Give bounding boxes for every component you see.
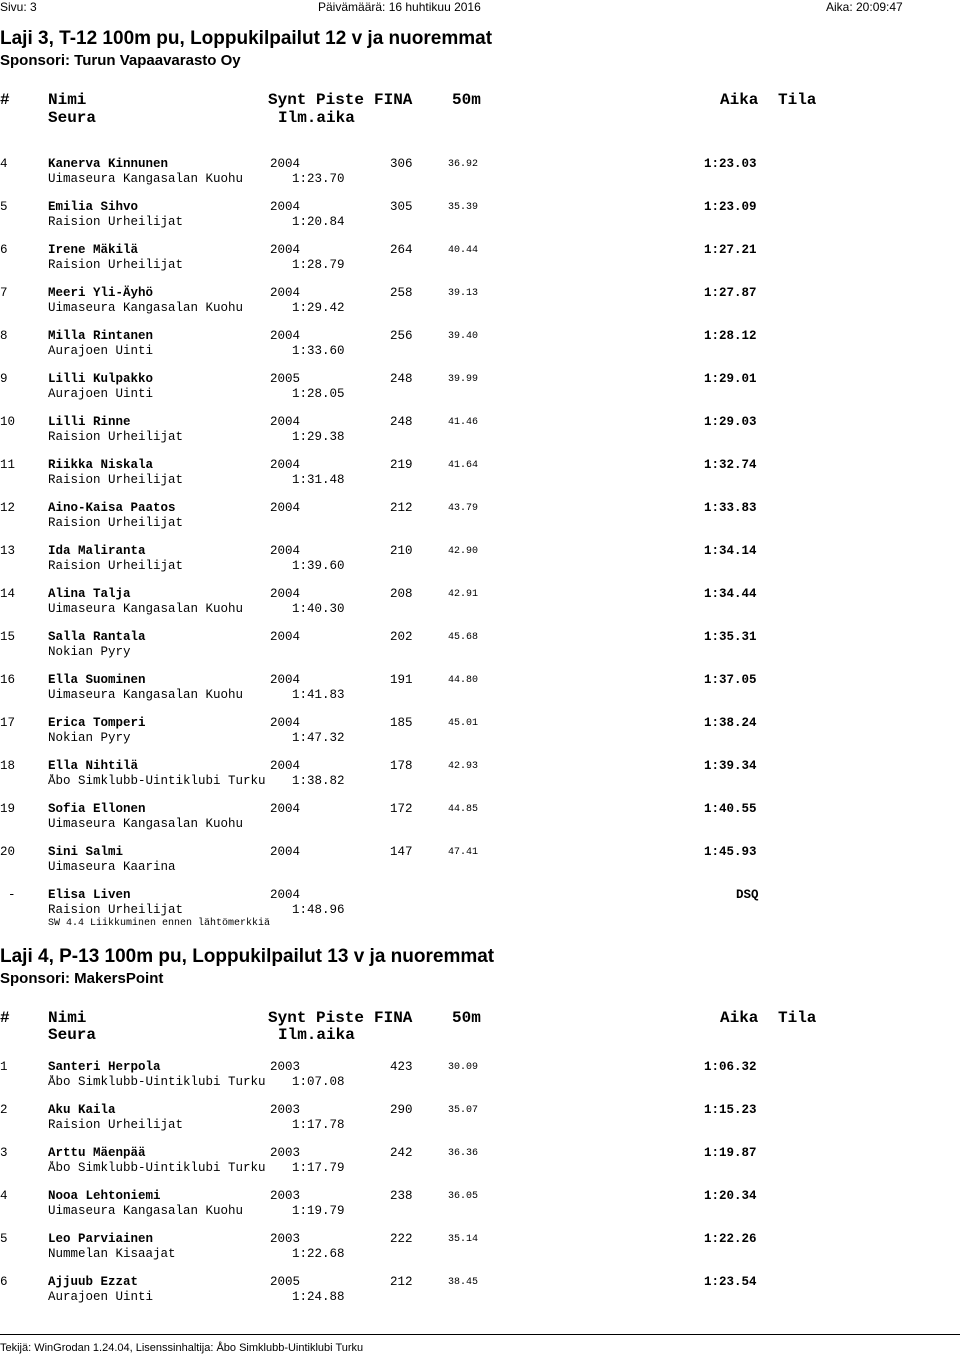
result-year: 2004	[270, 630, 301, 644]
result-rank: 10	[0, 415, 16, 429]
col-split: 50m	[452, 91, 481, 109]
result-split: 45.01	[448, 718, 479, 729]
result-entry: 1:20.84	[292, 215, 345, 229]
result-club: Uimaseura Kangasalan Kuohu	[48, 817, 244, 831]
result-points: 210	[390, 544, 413, 558]
result-split: 39.13	[448, 288, 479, 299]
result-entry: 1:19.79	[292, 1204, 345, 1218]
result-split: 36.92	[448, 159, 479, 170]
result-club: Uimaseura Kangasalan Kuohu	[48, 1204, 244, 1218]
result-name: Leo Parviainen	[48, 1232, 154, 1246]
col-time: Aika	[720, 1009, 759, 1027]
result-rank: 5	[0, 200, 8, 214]
result-name: Milla Rintanen	[48, 329, 154, 343]
result-club: Uimaseura Kaarina	[48, 860, 176, 874]
result-points: 212	[390, 501, 413, 515]
result-club: Uimaseura Kangasalan Kuohu	[48, 688, 244, 702]
result-club: Nummelan Kisaajat	[48, 1247, 176, 1261]
col-split: 50m	[452, 1009, 481, 1027]
result-entry: 1:28.79	[292, 258, 345, 272]
col-points: Piste	[316, 91, 365, 109]
result-entry: 1:28.05	[292, 387, 345, 401]
result-points: 172	[390, 802, 413, 816]
result-name: Sofia Ellonen	[48, 802, 146, 816]
result-rank: 20	[0, 845, 16, 859]
result-split: 42.93	[448, 761, 479, 772]
col-year: Synt	[268, 1009, 307, 1027]
result-points: 222	[390, 1232, 413, 1246]
result-points: 191	[390, 673, 413, 687]
result-name: Ajjuub Ezzat	[48, 1275, 139, 1289]
result-year: 2004	[270, 415, 301, 429]
result-rank: 7	[0, 286, 8, 300]
result-rank: 6	[0, 1275, 8, 1289]
result-time: 1:15.23	[704, 1103, 757, 1117]
result-points: 219	[390, 458, 413, 472]
result-name: Alina Talja	[48, 587, 131, 601]
result-split: 35.39	[448, 202, 479, 213]
result-entry: 1:40.30	[292, 602, 345, 616]
col-club: Seura	[48, 109, 97, 127]
result-rank: 11	[0, 458, 16, 472]
report-date: Päivämäärä: 16 huhtikuu 2016	[318, 0, 481, 14]
result-rank: -	[8, 888, 16, 902]
result-split: 36.36	[448, 1148, 479, 1159]
result-name: Irene Mäkilä	[48, 243, 139, 257]
result-points: 185	[390, 716, 413, 730]
result-split: 35.07	[448, 1105, 479, 1116]
result-points: 202	[390, 630, 413, 644]
result-rank: 18	[0, 759, 16, 773]
result-time: 1:23.09	[704, 200, 757, 214]
result-entry: 1:33.60	[292, 344, 345, 358]
result-name: Emilia Sihvo	[48, 200, 139, 214]
col-rank: #	[0, 91, 10, 109]
result-time: 1:22.26	[704, 1232, 757, 1246]
result-club: Åbo Simklubb-Uintiklubi Turku	[48, 774, 266, 788]
result-name: Ida Maliranta	[48, 544, 146, 558]
result-entry: 1:17.79	[292, 1161, 345, 1175]
result-year: 2003	[270, 1060, 301, 1074]
col-status: Tila	[778, 1009, 817, 1027]
result-time: 1:19.87	[704, 1146, 757, 1160]
result-name: Salla Rantala	[48, 630, 146, 644]
result-points: 178	[390, 759, 413, 773]
result-time: 1:34.44	[704, 587, 757, 601]
result-time: 1:34.14	[704, 544, 757, 558]
result-split: 42.91	[448, 589, 479, 600]
result-year: 2004	[270, 329, 301, 343]
result-year: 2003	[270, 1189, 301, 1203]
result-entry: 1:24.88	[292, 1290, 345, 1304]
result-time: 1:20.34	[704, 1189, 757, 1203]
result-time: 1:35.31	[704, 630, 757, 644]
result-club: Raision Urheilijat	[48, 516, 184, 530]
result-rank: 2	[0, 1103, 8, 1117]
col-rank: #	[0, 1009, 10, 1027]
result-time: 1:06.32	[704, 1060, 757, 1074]
result-name: Lilli Rinne	[48, 415, 131, 429]
result-club: Åbo Simklubb-Uintiklubi Turku	[48, 1161, 266, 1175]
result-club: Aurajoen Uinti	[48, 344, 154, 358]
result-entry: 1:38.82	[292, 774, 345, 788]
result-club: Raision Urheilijat	[48, 473, 184, 487]
result-year: 2005	[270, 372, 301, 386]
footer-divider	[0, 1334, 960, 1335]
result-split: 44.85	[448, 804, 479, 815]
result-year: 2005	[270, 1275, 301, 1289]
col-club: Seura	[48, 1026, 97, 1044]
result-name: Ella Suominen	[48, 673, 146, 687]
result-name: Erica Tomperi	[48, 716, 146, 730]
result-rank: 17	[0, 716, 16, 730]
result-rank: 1	[0, 1060, 8, 1074]
footer-text: Tekijä: WinGrodan 1.24.04, Lisenssinhaltija: Åbo Simklubb-Uintiklubi Turku	[0, 1342, 364, 1354]
result-year: 2004	[270, 888, 301, 902]
result-time: 1:23.03	[704, 157, 757, 171]
result-points: 258	[390, 286, 413, 300]
result-rank: 3	[0, 1146, 8, 1160]
result-year: 2004	[270, 759, 301, 773]
result-rank: 8	[0, 329, 8, 343]
result-split: 41.46	[448, 417, 479, 428]
result-time: 1:23.54	[704, 1275, 757, 1289]
result-entry: 1:29.38	[292, 430, 345, 444]
result-club: Åbo Simklubb-Uintiklubi Turku	[48, 1075, 266, 1089]
result-split: 35.14	[448, 1234, 479, 1245]
result-split: 36.05	[448, 1191, 479, 1202]
col-status: Tila	[778, 91, 817, 109]
event-title: Laji 4, P-13 100m pu, Loppukilpailut 13 v ja nuoremmat	[0, 946, 495, 967]
result-time: 1:29.03	[704, 415, 757, 429]
col-points: Piste	[316, 1009, 365, 1027]
col-fina: FINA	[374, 91, 413, 109]
result-points: 290	[390, 1103, 413, 1117]
result-rank: 9	[0, 372, 8, 386]
result-rank: 16	[0, 673, 16, 687]
result-points: 208	[390, 587, 413, 601]
result-points: 238	[390, 1189, 413, 1203]
event-sponsor: Sponsori: MakersPoint	[0, 970, 164, 987]
result-entry: 1:23.70	[292, 172, 345, 186]
result-name: Santeri Herpola	[48, 1060, 161, 1074]
result-split: 44.80	[448, 675, 479, 686]
page-number: Sivu: 3	[0, 0, 37, 14]
result-name: Aino-Kaisa Paatos	[48, 501, 176, 515]
result-entry: 1:17.78	[292, 1118, 345, 1132]
result-split: 42.90	[448, 546, 479, 557]
result-split: 41.64	[448, 460, 479, 471]
result-name: Aku Kaila	[48, 1103, 116, 1117]
col-year: Synt	[268, 91, 307, 109]
result-entry: 1:41.83	[292, 688, 345, 702]
result-rank: 4	[0, 157, 8, 171]
result-entry: 1:31.48	[292, 473, 345, 487]
result-points: 264	[390, 243, 413, 257]
col-name: Nimi	[48, 1009, 87, 1027]
result-split: 47.41	[448, 847, 479, 858]
result-year: 2004	[270, 458, 301, 472]
result-name: Nooa Lehtoniemi	[48, 1189, 161, 1203]
result-year: 2004	[270, 544, 301, 558]
result-name: Riikka Niskala	[48, 458, 154, 472]
result-points: 256	[390, 329, 413, 343]
result-name: Elisa Liven	[48, 888, 131, 902]
col-entry-time: Ilm.aika	[278, 1026, 355, 1044]
result-name: Lilli Kulpakko	[48, 372, 154, 386]
result-club: Aurajoen Uinti	[48, 387, 154, 401]
result-club: Raision Urheilijat	[48, 1118, 184, 1132]
result-year: 2004	[270, 200, 301, 214]
result-year: 2004	[270, 286, 301, 300]
result-entry: 1:29.42	[292, 301, 345, 315]
result-time: 1:29.01	[704, 372, 757, 386]
result-time: 1:32.74	[704, 458, 757, 472]
result-name: Meeri Yli-Äyhö	[48, 286, 154, 300]
result-year: 2003	[270, 1146, 301, 1160]
result-club: Nokian Pyry	[48, 645, 131, 659]
result-points: 212	[390, 1275, 413, 1289]
result-club: Raision Urheilijat	[48, 903, 184, 917]
result-rank: 14	[0, 587, 16, 601]
result-time: 1:39.34	[704, 759, 757, 773]
result-split: 40.44	[448, 245, 479, 256]
result-split: 38.45	[448, 1277, 479, 1288]
result-entry: 1:07.08	[292, 1075, 345, 1089]
result-rank: 19	[0, 802, 16, 816]
result-split: 30.09	[448, 1062, 479, 1073]
result-time: 1:27.21	[704, 243, 757, 257]
result-points: 248	[390, 415, 413, 429]
result-entry: 1:47.32	[292, 731, 345, 745]
result-rank: 13	[0, 544, 16, 558]
result-club: Raision Urheilijat	[48, 215, 184, 229]
result-club: Uimaseura Kangasalan Kuohu	[48, 602, 244, 616]
result-time: 1:40.55	[704, 802, 757, 816]
result-name: Kanerva Kinnunen	[48, 157, 169, 171]
result-year: 2004	[270, 845, 301, 859]
col-name: Nimi	[48, 91, 87, 109]
event-sponsor: Sponsori: Turun Vapaavarasto Oy	[0, 52, 241, 69]
result-name: Ella Nihtilä	[48, 759, 139, 773]
result-year: 2004	[270, 157, 301, 171]
result-club: Nokian Pyry	[48, 731, 131, 745]
result-rank: 15	[0, 630, 16, 644]
result-club: Uimaseura Kangasalan Kuohu	[48, 301, 244, 315]
result-points: 305	[390, 200, 413, 214]
col-time: Aika	[720, 91, 759, 109]
result-club: Raision Urheilijat	[48, 430, 184, 444]
result-name: Sini Salmi	[48, 845, 124, 859]
result-split: 45.68	[448, 632, 479, 643]
result-time: 1:37.05	[704, 673, 757, 687]
result-points: 147	[390, 845, 413, 859]
result-year: 2003	[270, 1103, 301, 1117]
result-year: 2004	[270, 716, 301, 730]
result-points: 248	[390, 372, 413, 386]
result-rank: 5	[0, 1232, 8, 1246]
result-entry: 1:48.96	[292, 903, 345, 917]
result-split: 43.79	[448, 503, 479, 514]
result-club: Aurajoen Uinti	[48, 1290, 154, 1304]
result-points: 242	[390, 1146, 413, 1160]
col-entry-time: Ilm.aika	[278, 109, 355, 127]
result-year: 2003	[270, 1232, 301, 1246]
result-year: 2004	[270, 587, 301, 601]
result-club: Raision Urheilijat	[48, 559, 184, 573]
result-points: 423	[390, 1060, 413, 1074]
result-time: 1:28.12	[704, 329, 757, 343]
result-rank: 6	[0, 243, 8, 257]
result-time: 1:27.87	[704, 286, 757, 300]
result-time: DSQ	[736, 888, 759, 902]
result-club: Raision Urheilijat	[48, 258, 184, 272]
result-year: 2004	[270, 802, 301, 816]
result-rank: 12	[0, 501, 16, 515]
report-time: Aika: 20:09:47	[826, 0, 903, 14]
result-year: 2004	[270, 673, 301, 687]
result-time: 1:33.83	[704, 501, 757, 515]
result-split: 39.40	[448, 331, 479, 342]
result-time: 1:45.93	[704, 845, 757, 859]
result-points: 306	[390, 157, 413, 171]
result-note: SW 4.4 Liikkuminen ennen lähtömerkkiä	[48, 918, 271, 929]
result-split: 39.99	[448, 374, 479, 385]
result-entry: 1:22.68	[292, 1247, 345, 1261]
result-club: Uimaseura Kangasalan Kuohu	[48, 172, 244, 186]
result-entry: 1:39.60	[292, 559, 345, 573]
event-title: Laji 3, T-12 100m pu, Loppukilpailut 12 v ja nuoremmat	[0, 28, 493, 49]
col-fina: FINA	[374, 1009, 413, 1027]
result-name: Arttu Mäenpää	[48, 1146, 146, 1160]
result-year: 2004	[270, 501, 301, 515]
result-year: 2004	[270, 243, 301, 257]
result-time: 1:38.24	[704, 716, 757, 730]
result-rank: 4	[0, 1189, 8, 1203]
